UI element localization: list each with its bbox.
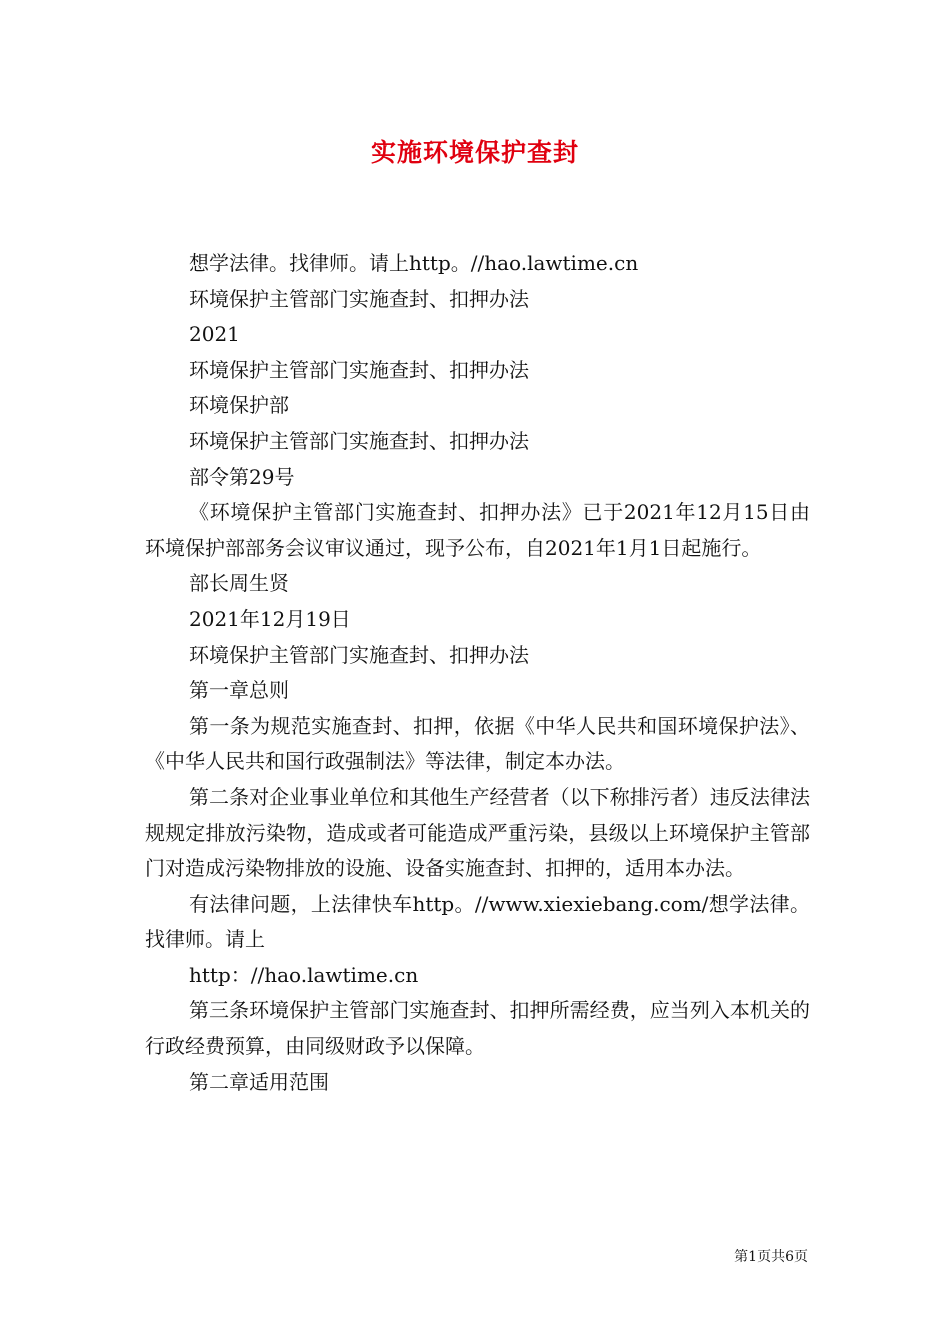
paragraph: 2021: [189, 322, 240, 347]
paragraph: 部令第29号: [189, 464, 295, 489]
paragraph: 第二章适用范围: [189, 1069, 329, 1094]
paragraph: http：//hao.lawtime.cn: [189, 962, 419, 987]
paragraph: 第二条对企业事业单位和其他生产经营者（以下称排污者）违反法律法规规定排放污染物，造成或者可能造成严重污染，县级以上环境保护主管部门对造成污染物排放的设施、设备实施查封、扣押的，适用本办法。: [145, 784, 810, 881]
paragraph: 环境保护部: [189, 393, 289, 418]
paragraph: 环境保护主管部门实施查封、扣押办法: [189, 286, 529, 311]
paragraph: 第一章总则: [189, 678, 289, 703]
paragraph: 2021年12月19日: [189, 606, 351, 631]
paragraph: 有法律问题，上法律快车http。//www.xiexiebang.com/想学法律。找律师。请上: [145, 891, 810, 952]
page-number: 第1页共6页: [734, 1249, 808, 1265]
paragraph: 环境保护主管部门实施查封、扣押办法: [189, 357, 529, 382]
paragraph: 环境保护主管部门实施查封、扣押办法: [189, 642, 529, 667]
paragraph: 第一条为规范实施查封、扣押，依据《中华人民共和国环境保护法》、《中华人民共和国行政强制法》等法律，制定本办法。: [145, 713, 810, 774]
paragraph: 环境保护主管部门实施查封、扣押办法: [189, 428, 529, 453]
paragraph: 第三条环境保护主管部门实施查封、扣押所需经费，应当列入本机关的行政经费预算，由同级财政予以保障。: [145, 998, 810, 1059]
paragraph: 想学法律。找律师。请上http。//hao.lawtime.cn: [189, 251, 639, 275]
document-body: [145, 246, 810, 1100]
paragraph: 部长周生贤: [189, 571, 289, 596]
paragraph: 《环境保护主管部门实施查封、扣押办法》已于2021年12月15日由环境保护部部务会议审议通过，现予公布，自2021年1月1日起施行。: [145, 500, 810, 560]
document-title: 实施环境保护查封: [370, 138, 579, 167]
